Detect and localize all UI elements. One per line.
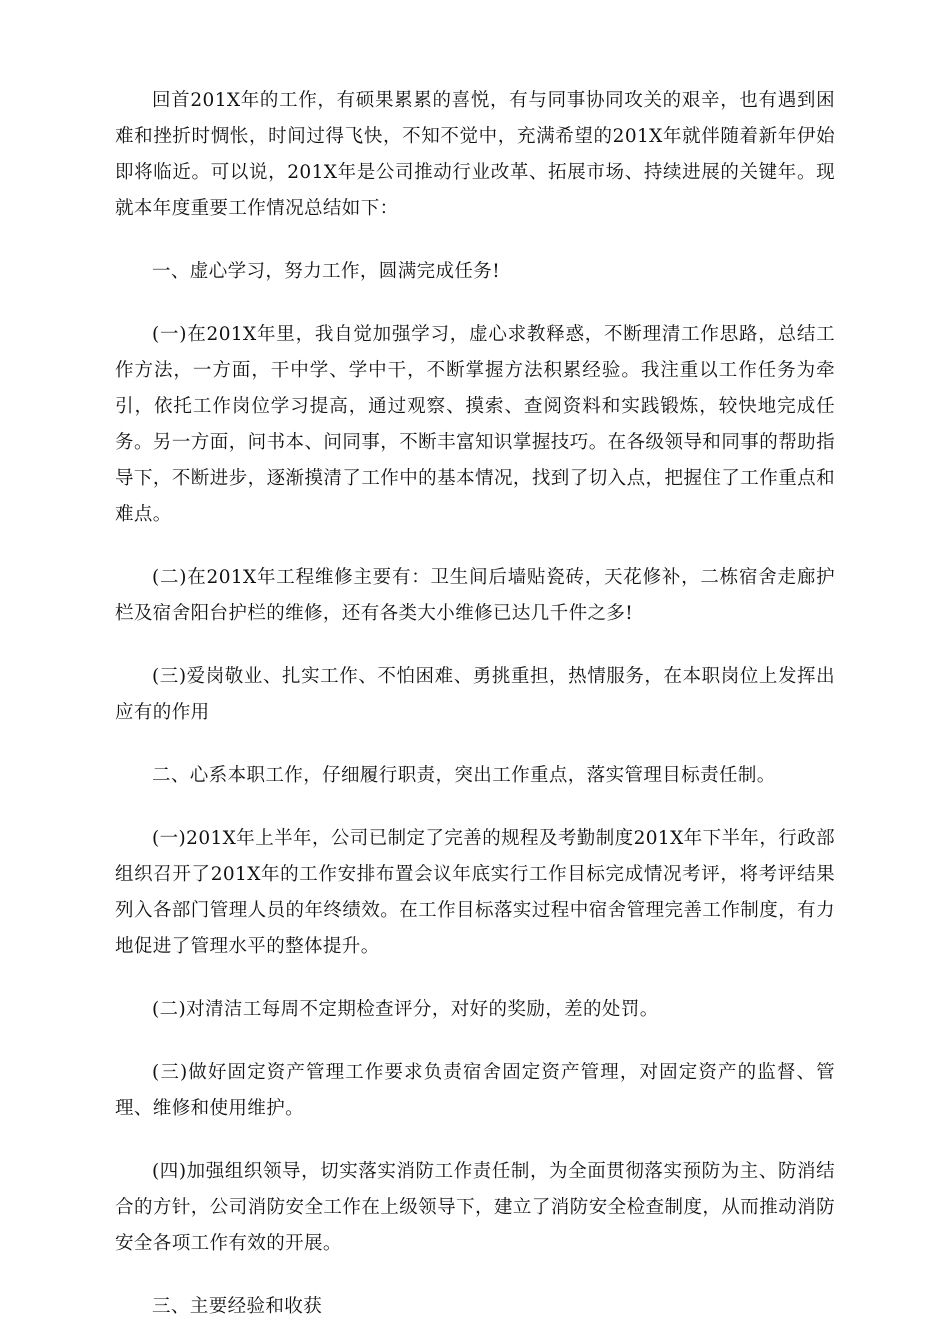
section-1-item-2: (二)在201X年工程维修主要有：卫生间后墙贴瓷砖，天花修补，二栋宿舍走廊护栏及宿舍阳台护栏的维修，还有各类大小维修已达几千件之多! [115, 567, 835, 624]
paragraph-spacer [115, 1262, 835, 1289]
section-2-item-2: (二)对清洁工每周不定期检查评分，对好的奖励，差的处罚。 [152, 999, 659, 1020]
section-1-item-1: (一)在201X年里，我自觉加强学习，虚心求教释惑，不断理清工作思路，总结工作方法，一方面，干中学、学中干，不断掌握方法积累经验。我注重以工作任务为牵引，依托工作岗位学习提高，通过观察、摸索、查阅资料和实践锻炼，较快地完成任务。另一方面，问书本、问同事，不断丰富知识掌握技巧。在各级领导和同事的帮助指导下，不断进步，逐渐摸清了工作中的基本情况，找到了切入点，把握住了工作重点和难点。 [115, 324, 835, 525]
intro-paragraph: 回首201X年的工作，有硕果累累的喜悦，有与同事协同攻关的艰辛，也有遇到困难和挫折时惆怅，时间过得飞快，不知不觉中，充满希望的201X年就伴随着新年伊始即将临近。可以说，201X年是公司推动行业改革、拓展市场、持续进展的关键年。现就本年度重要工作情况总结如下： [115, 90, 835, 219]
paragraph-spacer [115, 965, 835, 992]
section-2-item-4: (四)加强组织领导，切实落实消防工作责任制，为全面贯彻落实预防为主、防消结合的方针，公司消防安全工作在上级领导下，建立了消防安全检查制度，从而推动消防安全各项工作有效的开展。 [115, 1161, 835, 1254]
section-heading-3: 三、主要经验和收获 [152, 1296, 323, 1317]
paragraph-spacer [115, 794, 835, 821]
paragraph-spacer [115, 1028, 835, 1055]
section-heading-2: 二、心系本职工作，仔细履行职责，突出工作重点，落实管理目标责任制。 [152, 765, 776, 786]
section-heading-1: 一、虚心学习，努力工作，圆满完成任务! [152, 261, 501, 282]
paragraph-spacer [115, 227, 835, 254]
section-2-item-1: (一)201X年上半年，公司已制定了完善的规程及考勤制度201X年下半年，行政部组织召开了201X年的工作安排布置会议年底实行工作目标完成情况考评，将考评结果列入各部门管理人员的年终绩效。在工作目标落实过程中宿舍管理完善工作制度，有力地促进了管理水平的整体提升。 [115, 828, 835, 957]
paragraph-spacer [115, 1127, 835, 1154]
document-body [115, 83, 835, 1325]
paragraph-spacer [115, 533, 835, 560]
paragraph-spacer [115, 731, 835, 758]
section-2-item-3: (三)做好固定资产管理工作要求负责宿舍固定资产管理，对固定资产的监督、管理、维修和使用维护。 [115, 1062, 835, 1119]
section-1-item-3: (三)爱岗敬业、扎实工作、不怕困难、勇挑重担，热情服务，在本职岗位上发挥出应有的作用 [115, 666, 835, 723]
paragraph-spacer [115, 632, 835, 659]
paragraph-spacer [115, 290, 835, 317]
